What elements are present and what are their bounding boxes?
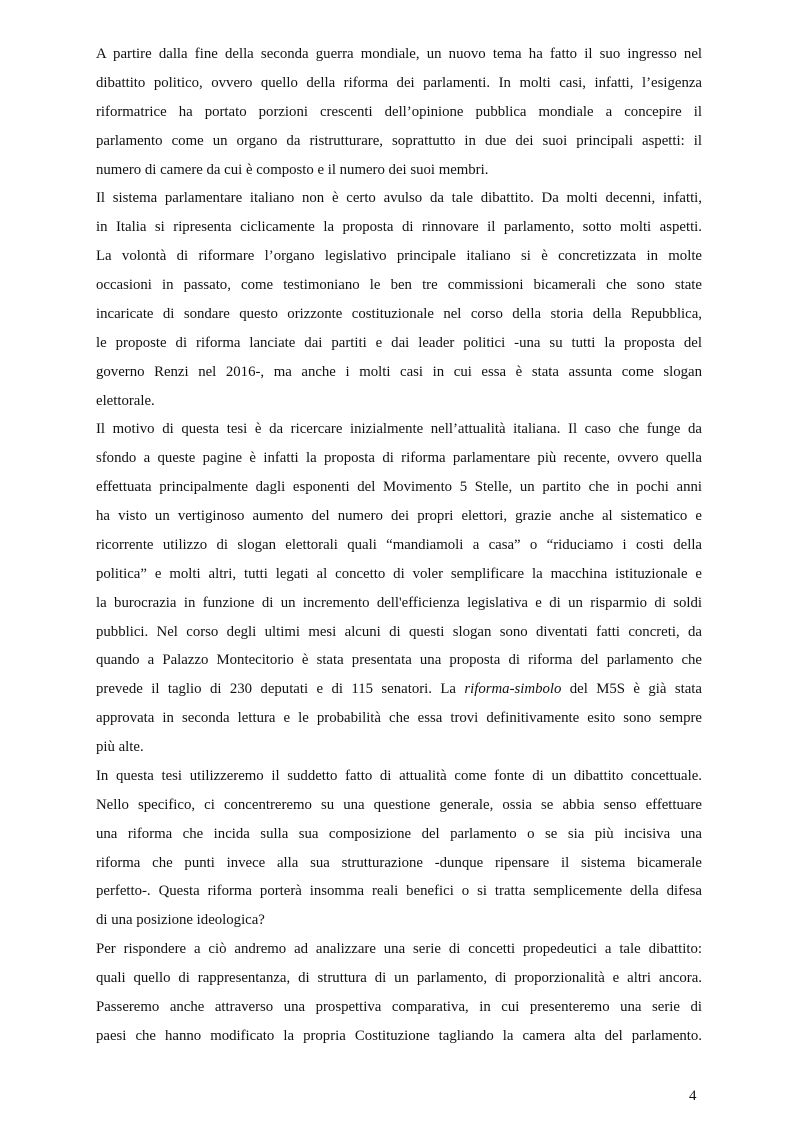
- text-line: quali quello di rappresentanza, di struttura di un parlamento, di proporzionalità e altri ancora.: [96, 970, 702, 986]
- text-line: ha visto un vertiginoso aumento del numero dei propri elettori, grazie anche al sistematico e: [96, 508, 702, 524]
- text-line: Passeremo anche attraverso una prospettiva comparativa, in cui presenteremo una serie di: [96, 998, 702, 1015]
- text-line: In questa tesi utilizzeremo il suddetto fatto di attualità come fonte di un dibattito concettuale.: [96, 767, 702, 784]
- text-run: prevede il taglio di 230 deputati e di 115 senatori. La: [96, 681, 465, 698]
- text-line: parlamento come un organo da ristrutturare, soprattutto in due dei suoi principali aspetti: il: [96, 132, 702, 149]
- document-body: [96, 40, 702, 1051]
- text-line: elettorale.: [96, 392, 155, 409]
- text-line: quando a Palazzo Montecitorio è stata presentata una proposta di riforma del parlamento che: [96, 652, 702, 669]
- text-line: più alte.: [96, 739, 144, 755]
- text-line: Il sistema parlamentare italiano non è certo avulso da tale dibattito. Da molti decenni, infatti,: [96, 190, 702, 207]
- italic-term: riforma-simbolo: [464, 681, 562, 698]
- paragraph: [96, 415, 702, 762]
- text-line: dibattito politico, ovvero quello della riforma dei parlamenti. In molti casi, infatti, l’esigenza: [96, 74, 702, 91]
- text-line: numero di camere da cui è composto e il numero dei suoi membri.: [96, 161, 489, 178]
- paragraph: [96, 184, 702, 415]
- text-line: approvata in seconda lettura e le probabilità che essa trovi definitivamente esito sono sempre: [96, 710, 702, 727]
- text-line: Il motivo di questa tesi è da ricercare inizialmente nell’attualità italiana. Il caso che funge da: [96, 421, 702, 438]
- text-line: pubblici. Nel corso degli ultimi mesi alcuni di questi slogan sono diventati fatti concreti, da: [96, 623, 702, 640]
- text-line: riformatrice ha portato porzioni crescenti dell’opinione pubblica mondiale a concepire il: [96, 103, 702, 120]
- text-line: di una posizione ideologica?: [96, 912, 265, 929]
- text-line-with-italic: [96, 675, 702, 704]
- paragraph: [96, 935, 702, 1051]
- text-line: governo Renzi nel 2016-, ma anche i molti casi in cui essa è stata assunta come slogan: [96, 363, 702, 380]
- paragraph: [96, 762, 702, 935]
- text-line: le proposte di riforma lanciate dai partiti e dai leader politici -una su tutti la proposta del: [96, 334, 702, 351]
- text-line: una riforma che incida sulla sua composizione del parlamento o se sia più incisiva una: [96, 825, 702, 842]
- text-line: riforma che punti invece alla sua strutturazione -dunque ripensare il sistema bicamerale: [96, 854, 702, 871]
- text-line: la burocrazia in funzione di un incremento dell'efficienza legislativa e di un risparmio di soldi: [96, 594, 702, 611]
- text-line: Per rispondere a ciò andremo ad analizzare una serie di concetti propedeutici a tale dibattito:: [96, 941, 702, 958]
- text-line: paesi che hanno modificato la propria Costituzione tagliando la camera alta del parlamento.: [96, 1027, 702, 1044]
- text-line: Nello specifico, ci concentreremo su una questione generale, ossia se abbia senso effettuare: [96, 796, 702, 813]
- text-line: ricorrente utilizzo di slogan elettorali quali “mandiamoli a casa” o “riduciamo i costi della: [96, 536, 702, 553]
- text-line: incaricate di sondare questo orizzonte costituzionale nel corso della storia della Repubblica,: [96, 305, 702, 322]
- text-line: A partire dalla fine della seconda guerra mondiale, un nuovo tema ha fatto il suo ingresso nel: [96, 46, 702, 62]
- text-run: del M5S è già stata: [561, 681, 702, 698]
- text-line: politica” e molti altri, tutti legati al concetto di voler semplificare la macchina istituzionale e: [96, 565, 702, 582]
- page-number: 4: [689, 1088, 697, 1104]
- text-line: sfondo a queste pagine è infatti la proposta di riforma parlamentare più recente, ovvero quella: [96, 450, 702, 467]
- text-line: La volontà di riformare l’organo legislativo principale italiano si è concretizzata in molte: [96, 248, 702, 265]
- text-line: effettuata principalmente dagli esponenti del Movimento 5 Stelle, un partito che in pochi anni: [96, 479, 702, 496]
- text-line: perfetto-. Questa riforma porterà insomma reali benefici o si tratta semplicemente della difesa: [96, 883, 702, 900]
- text-line: in Italia si ripresenta ciclicamente la proposta di rinnovare il parlamento, sotto molti aspetti.: [96, 219, 702, 236]
- text-line: occasioni in passato, come testimoniano le ben tre commissioni bicamerali che sono state: [96, 277, 702, 293]
- paragraph: [96, 40, 702, 184]
